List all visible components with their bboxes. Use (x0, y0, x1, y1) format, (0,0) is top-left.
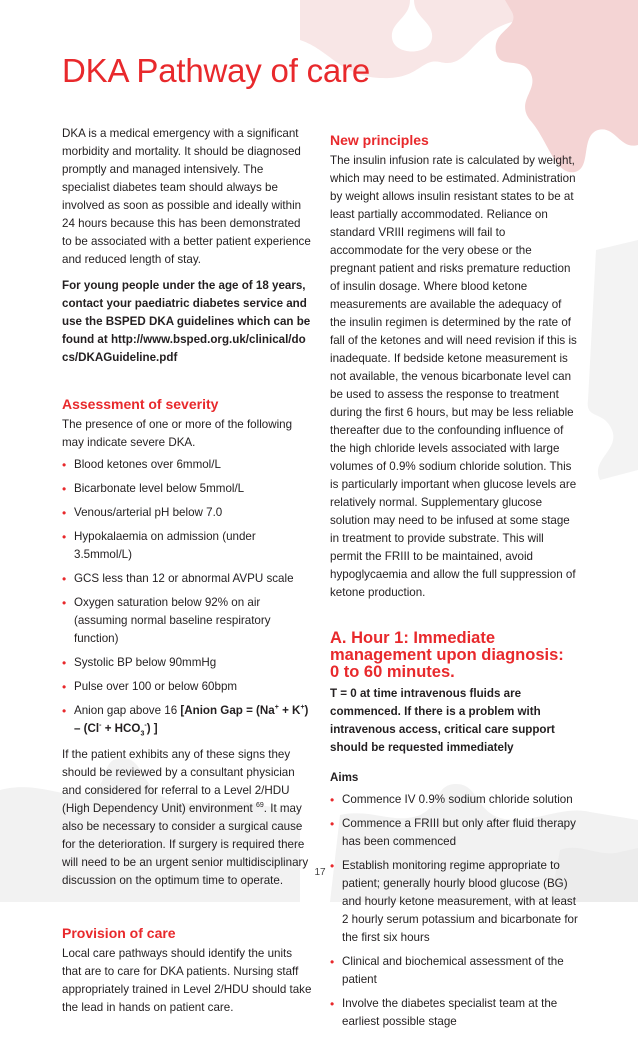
list-item-text: Involve the diabetes specialist team at the earliest possible stage (342, 997, 558, 1028)
list-item (62, 528, 312, 564)
bsped-guideline-link[interactable]: http://www.bsped.org.uk/clinical/docs/DKAGuideline.pdf (62, 333, 306, 364)
assessment-heading: Assessment of severity (62, 396, 219, 412)
bullet-icon: • (330, 793, 335, 807)
list-item (62, 594, 312, 648)
provision-heading: Provision of care (62, 925, 176, 941)
bullet-icon: • (330, 955, 335, 969)
bullet-icon: • (62, 458, 67, 472)
severity-list (62, 456, 312, 738)
assessment-section (62, 395, 312, 890)
principles-paragraph: The insulin infusion rate is calculated by weight, which may need to be estimated. Administration by weight allows insulin resistant states to be at least partially accommodated. Reliance on standard VRIII regimens will fail to accommodate for the very obese or the pregnant patient and risks premature reduction of insulin dosage. Where blood ketone measurements are available the adequacy of the insulin regimen is determined by the rate of fall of the ketones and will need revision if this is inadequate. If bedside ketone measurement is not available, the venous bicarbonate level can be used to assess the response to treatment during the first 6 hours, but may be less reliable thereafter due to the confounding influence of the high chloride levels associated with large volumes of 0.9% sodium chloride solution. This is particularly important when glucose levels are relatively normal. Supplementary glucose solution may need to be infused at some stage in treatment to provide substrate. This will permit the FRIII to be maintained, avoid hypoglycaemia and allow the full suppression of ketone production. (330, 154, 577, 599)
list-item (330, 857, 578, 947)
left-column (62, 125, 312, 1017)
intro-paragraph: DKA is a medical emergency with a significant morbidity and mortality. It should be diagnosed promptly and managed intensively. The specialist diabetes team should always be involved as soon as possible and ideally within 24 hours because this has been demonstrated to be associated with a better patient experience and reduced length of stay. (62, 127, 311, 266)
bullet-icon: • (62, 572, 67, 586)
list-item (330, 791, 578, 809)
list-item (62, 480, 312, 498)
list-item-text: Commence a FRIII but only after fluid therapy has been commenced (342, 817, 576, 848)
right-column (330, 125, 578, 1037)
list-item-text: Venous/arterial pH below 7.0 (74, 506, 223, 519)
list-item (62, 504, 312, 522)
bullet-icon: • (62, 704, 67, 718)
list-item (62, 678, 312, 696)
bullet-icon: • (62, 596, 67, 610)
signs-paragraph: If the patient exhibits any of these signs they should be reviewed by a consultant physician and considered for referral to a Level 2/HDU (High Dependency Unit) environment $^{69}$. It may also be necessary to consider a surgical cause for the deterioration. If surgery is required there will need to be an urgent senior multidisciplinary discussion on the optimum time to operate. (62, 748, 309, 887)
list-item-text: GCS less than 12 or abnormal AVPU scale (74, 572, 294, 585)
page-number: 17 (314, 867, 326, 878)
list-item (330, 995, 578, 1031)
bullet-icon: • (62, 530, 67, 544)
bullet-icon: • (62, 482, 67, 496)
list-item-text: Hypokalaemia on admission (under 3.5mmol/L) (74, 530, 256, 561)
list-item-text: Commence IV 0.9% sodium chloride solution (342, 793, 573, 806)
aims-label: Aims (330, 771, 359, 784)
young-people-note (62, 277, 312, 367)
list-item (62, 456, 312, 474)
list-item-text: Oxygen saturation below 92% on air (assuming normal baseline respiratory function) (74, 596, 271, 645)
list-item-text: Blood ketones over 6mmol/L (74, 458, 221, 471)
young-people-text: For young people under the age of 18 years, contact your paediatric diabetes service and use the BSPED DKA guidelines which can be found at (62, 279, 311, 346)
hour1-heading: A. Hour 1: Immediate management upon diagnosis: 0 to 60 minutes. (330, 629, 564, 681)
bullet-icon: • (330, 997, 335, 1011)
bullet-icon: • (330, 859, 335, 873)
bullet-icon: • (62, 656, 67, 670)
list-item-text: Pulse over 100 or below 60bpm (74, 680, 238, 693)
list-item (330, 815, 578, 851)
reference-number: 69 (255, 802, 264, 810)
anion-gap-formula: [Anion Gap = $(Na^+ + K^+) - (Cl^- + HCO_3^-)$ ] (74, 704, 309, 738)
anion-gap-prefix: Anion gap above 16 (74, 704, 181, 717)
aims-list (330, 791, 578, 1031)
provision-paragraph: Local care pathways should identify the units that are to care for DKA patients. Nursing staff appropriately trained in Level 2/HDU should take the lead in hands on patient care. (62, 947, 312, 1014)
principles-heading: New principles (330, 132, 429, 148)
principles-section (330, 131, 578, 602)
hour1-section (330, 630, 578, 1031)
list-item-text: Systolic BP below 90mmHg (74, 656, 217, 669)
list-item (62, 570, 312, 588)
assessment-intro: The presence of one or more of the following may indicate severe DKA. (62, 418, 293, 449)
anion-gap-item (62, 702, 312, 738)
list-item (330, 953, 578, 989)
list-item-text: Clinical and biochemical assessment of the patient (342, 955, 564, 986)
list-item-text: Establish monitoring regime appropriate to patient; generally hourly blood glucose (BG) and hourly ketone measurement, with at least 2 hourly serum potassium and bicarbonate for the first six hours (342, 859, 578, 944)
bullet-icon: • (62, 680, 67, 694)
t0-paragraph: T = 0 at time intravenous fluids are commenced. If there is a problem with intravenous access, critical care support should be requested immediately (330, 687, 555, 754)
bullet-icon: • (62, 506, 67, 520)
list-item-text: Bicarbonate level below 5mmol/L (74, 482, 245, 495)
provision-section (62, 924, 312, 1017)
page-title: DKA Pathway of care (62, 52, 371, 89)
bullet-icon: • (330, 817, 335, 831)
list-item (62, 654, 312, 672)
